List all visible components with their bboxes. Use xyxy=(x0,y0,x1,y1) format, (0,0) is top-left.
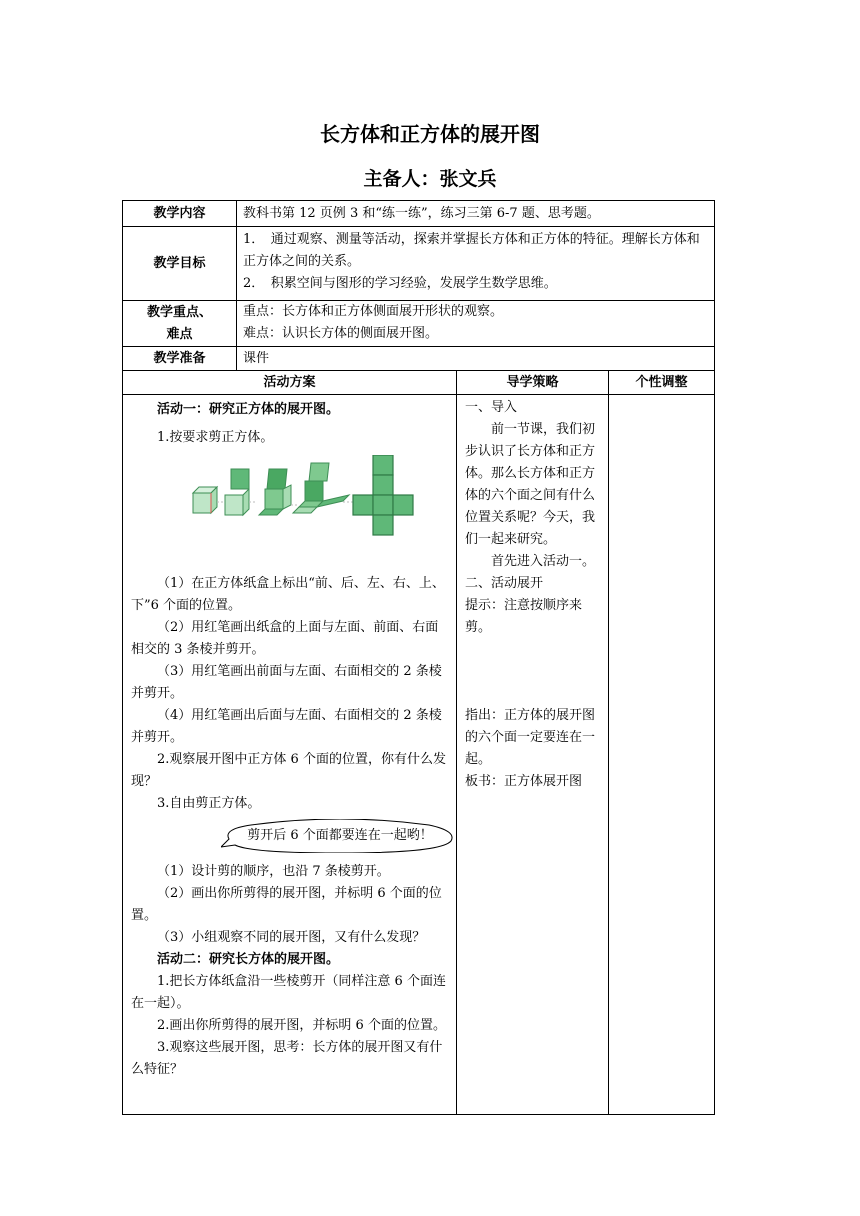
guide-intro-text: 前一节课，我们初步认识了长方体和正方体。那么长方体和正方体的六个面之间有什么位置关系呢？今天，我们一起来研究。 xyxy=(465,422,596,547)
activity-1-step-2: 2.观察展开图中正方体 6 个面的位置，你有什么发现？ xyxy=(131,752,446,789)
activity-1-step-3: 3.自由剪正方体。 xyxy=(157,796,261,811)
activity-1-free-3: （3）小组观察不同的展开图，又有什么发现？ xyxy=(157,930,426,945)
row-prep xyxy=(123,347,715,371)
label-key-line1: 教学重点、 xyxy=(146,304,212,320)
activity-1-free-1: （1）设计剪的顺序，也沿 7 条棱剪开。 xyxy=(157,864,390,879)
activity-2-step-1: 1.把长方体纸盒沿一些棱剪开（同样注意 6 个面连在一起）。 xyxy=(131,974,446,1011)
cube-unfolding-figure xyxy=(187,455,437,537)
page-title: 长方体和正方体的展开图 xyxy=(320,122,540,146)
cube-opening-icon xyxy=(225,469,249,515)
cube-unfold-step-icon xyxy=(293,463,349,513)
lesson-table xyxy=(122,200,715,1115)
key-item-2: 难点：认识长方体的侧面展开图。 xyxy=(243,326,439,341)
label-key-line2: 难点 xyxy=(166,326,193,342)
cube-unfold-step-icon xyxy=(259,469,291,515)
cube-icon xyxy=(193,487,217,513)
activity-1-title: 活动一：研究正方体的展开图。 xyxy=(157,402,340,417)
activity-cell xyxy=(123,395,457,1115)
label-content: 教学内容 xyxy=(123,201,237,227)
guide-expand-heading: 二、活动展开 xyxy=(465,576,544,591)
cube-net-icon xyxy=(353,455,413,535)
activity-1-substep-1: （1）在正方体纸盒上标出“前、后、左、右、上、下”6 个面的位置。 xyxy=(131,576,445,613)
text-goals xyxy=(237,227,715,301)
author-line: 主备人：张文兵 xyxy=(363,168,497,190)
activity-2-title: 活动二：研究长方体的展开图。 xyxy=(157,952,340,967)
guide-cell xyxy=(457,395,609,1115)
adjust-cell xyxy=(609,395,715,1115)
speech-bubble-text: 剪开后 6 个面都要连在一起哟！ xyxy=(247,828,433,843)
activity-1-substep-2: （2）用红笔画出纸盒的上面与左面、前面、右面相交的 3 条棱并剪开。 xyxy=(131,620,439,657)
row-headers xyxy=(123,371,715,395)
label-key xyxy=(123,301,237,347)
activity-1-free-2: （2）画出你所剪得的展开图，并标明 6 个面的位置。 xyxy=(131,886,442,923)
row-key xyxy=(123,301,715,347)
header-guide: 导学策略 xyxy=(457,371,609,395)
goal-item-1: 1． 通过观察、测量等活动，探索并掌握长方体和正方体的特征。理解长方体和正方体之间的关系。 xyxy=(243,232,700,269)
row-body xyxy=(123,395,715,1115)
key-item-1: 重点：长方体和正方体侧面展开形状的观察。 xyxy=(243,304,504,319)
guide-board: 板书：正方体展开图 xyxy=(465,774,583,789)
guide-intro-heading: 一、导入 xyxy=(465,400,518,415)
header-adjust: 个性调整 xyxy=(609,371,715,395)
goal-item-2: 2． 积累空间与图形的学习经验，发展学生数学思维。 xyxy=(243,276,557,291)
text-content: 教科书第 12 页例 3 和“练一练”，练习三第 6-7 题、思考题。 xyxy=(237,201,715,227)
activity-1-substep-4: （4）用红笔画出后面与左面、右面相交的 2 条棱并剪开。 xyxy=(131,708,442,745)
row-content xyxy=(123,201,715,227)
activity-2-step-2: 2.画出你所剪得的展开图，并标明 6 个面的位置。 xyxy=(157,1018,446,1033)
label-prep: 教学准备 xyxy=(123,347,237,371)
row-goals xyxy=(123,227,715,301)
label-goals: 教学目标 xyxy=(123,227,237,301)
activity-1-substep-3: （3）用红笔画出前面与左面、右面相交的 2 条棱并剪开。 xyxy=(131,664,442,701)
activity-2-step-3: 3.观察这些展开图，思考：长方体的展开图又有什么特征？ xyxy=(131,1040,443,1077)
text-key xyxy=(237,301,715,347)
speech-bubble xyxy=(131,817,450,859)
text-prep: 课件 xyxy=(237,347,715,371)
guide-intro-enter: 首先进入活动一。 xyxy=(491,554,596,569)
header-activity: 活动方案 xyxy=(123,371,457,395)
guide-point: 指出：正方体的展开图的六个面一定要连在一起。 xyxy=(465,708,596,767)
activity-1-step-1: 1.按要求剪正方体。 xyxy=(157,430,274,445)
guide-hint: 提示：注意按顺序来剪。 xyxy=(465,598,583,635)
